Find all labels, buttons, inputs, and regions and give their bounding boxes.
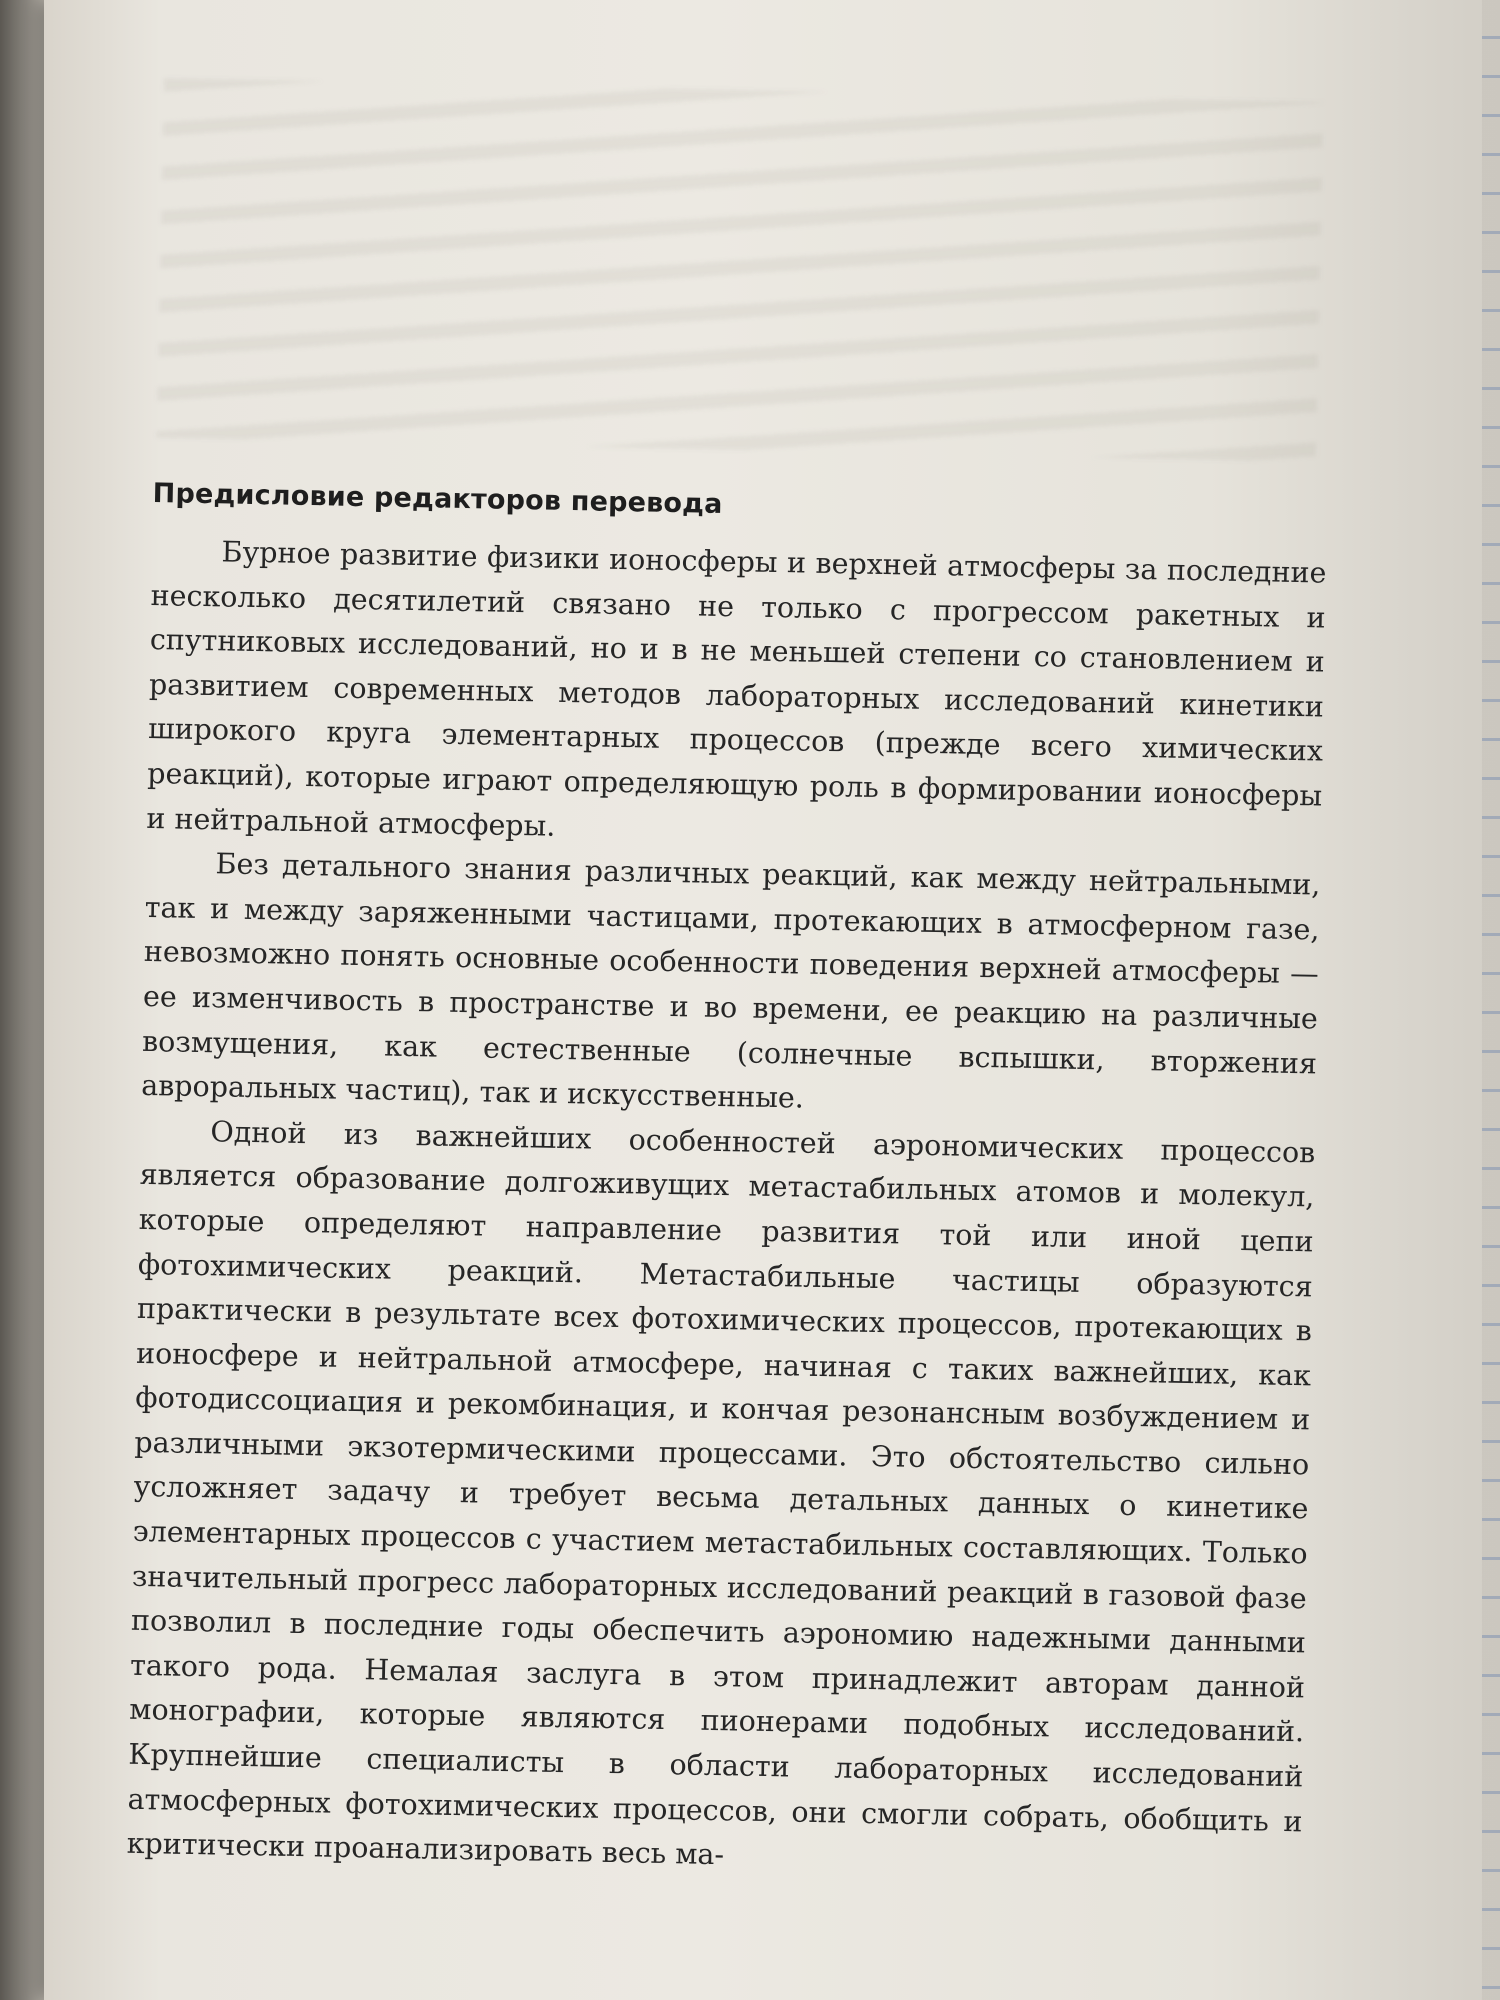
book-spine-shadow — [0, 0, 44, 2000]
page-stack-edge — [1482, 0, 1500, 2000]
show-through-text — [156, 78, 1323, 462]
paragraph-2: Без детального знания различных реакций, как между нейтральными, так и между заряженными частицами, протекающих в атмосферном газе, невозможно понять основные особенности поведения верхней атмосферы — ее изменчивость в пространстве и во времени, ее реакцию на различные возмущения, как естественные (солнечные вспышки, вторжения авроральных частиц), так и искусственные. — [141, 847, 1321, 1115]
page-content — [126, 478, 1327, 1889]
paragraph-3: Одной из важнейших особенностей аэрономических процессов является образование долгоживущих метастабильных атомов и молекул, которые определяют направление развития той или иной цепи фотохимических реакций. Метастабильные частицы образуются практически в результате всех фотохимических процессов, протекающих в ионосфере и нейтральной атмосфере, начиная с таких важнейших, как фотодиссоциация и рекомбинация, и кончая резонансным возбуждением и различными экзотермическими процессами. Это обстоятельство сильно усложняет задачу и требует весьма детальных данных о кинетике элементарных процессов с участием метастабильных составляющих. Только значительный прогресс лабораторных исследований реакций в газовой фазе позволил в последние годы обеспечить аэрономию надежными данными такого рода. Немалая заслуга в этом принадлежит авторам данной монографии, которые являются пионерами подобных исследований. Крупнейшие специалисты в области лабораторных исследований атмосферных фотохимических процессов, они смогли собрать, обобщить и критически проанализировать весь ма- — [126, 1114, 1316, 1872]
section-heading: Предисловие редакторов перевода — [152, 478, 723, 520]
paragraph-1: Бурное развитие физики ионосферы и верхней атмосферы за последние несколько десятилетий связано не только с прогрессом ракетных и спутниковых исследований, но и в не меньшей степени со становлением и развитием современных методов лабораторных исследований кинетики широкого круга элементарных процессов (прежде всего химических реакций), которые играют определяющую роль в формировании ионосферы и нейтральной атмосферы. — [146, 535, 1327, 843]
